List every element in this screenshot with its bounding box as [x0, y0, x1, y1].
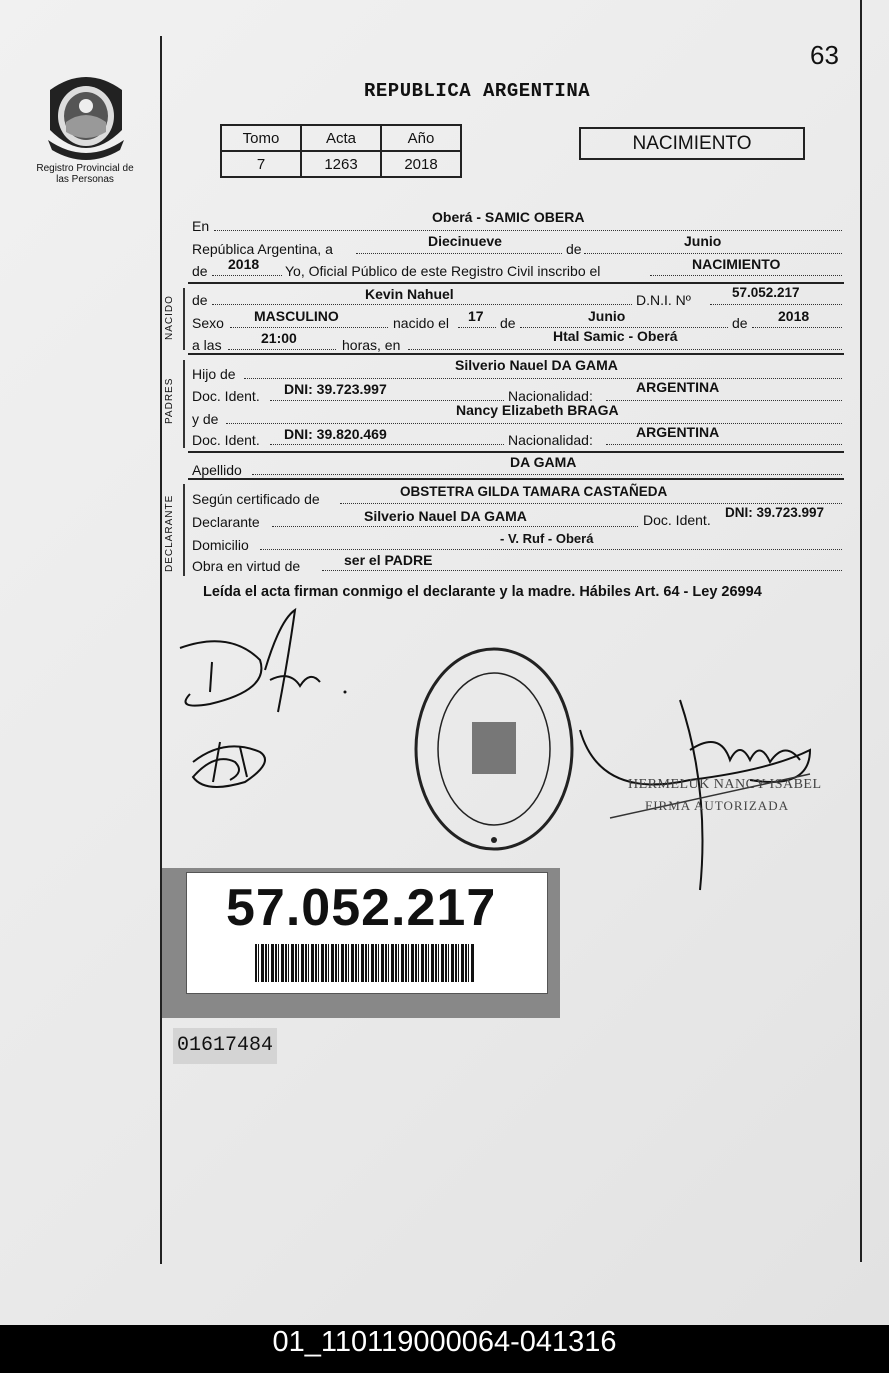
value-padre: Silverio Nauel DA GAMA: [455, 357, 618, 373]
left-margin-line: [160, 36, 162, 1264]
label-nacido-el: nacido el: [393, 315, 450, 331]
label-nacionalidad2: Nacionalidad:: [508, 432, 593, 448]
label-doc-ident2: Doc. Ident.: [192, 432, 260, 448]
value-anio: 2018: [228, 256, 260, 272]
label-apellido: Apellido: [192, 462, 242, 478]
serial-number: 01617484: [173, 1028, 277, 1064]
province-coat-of-arms-icon: [44, 70, 128, 162]
tomo-header: Tomo: [221, 125, 301, 151]
label-declarante: Declarante: [192, 514, 260, 530]
label-en: En: [192, 218, 210, 234]
document-title: REPUBLICA ARGENTINA: [364, 80, 591, 102]
value-lugar-nac: Htal Samic - Oberá: [553, 328, 678, 344]
label-de-mid: de: [566, 241, 582, 257]
value-tipo: NACIMIENTO: [692, 256, 781, 272]
value-nacido-anio: 2018: [778, 308, 810, 324]
label-obra: Obra en virtud de: [192, 558, 301, 574]
barcode-bars-icon: [255, 944, 475, 982]
label-republica: República Argentina, a: [192, 241, 333, 257]
section-divider: [188, 451, 844, 453]
logo-caption: Registro Provincial de las Personas: [36, 163, 134, 185]
acta-header: Acta: [301, 125, 381, 151]
label-segun: Según certificado de: [192, 491, 320, 507]
value-obra: ser el PADRE: [344, 552, 433, 568]
label-sexo: Sexo: [192, 315, 224, 331]
value-mes: Junio: [684, 233, 722, 249]
value-hora: 21:00: [261, 330, 297, 346]
official-signature-icon: [570, 690, 820, 900]
anio-header: Año: [381, 125, 461, 151]
label-nacionalidad: Nacionalidad:: [508, 388, 593, 404]
section-divider: [188, 478, 844, 480]
label-nacido-de: de: [192, 292, 208, 308]
acta-value: 1263: [301, 151, 381, 177]
scan-footer: 01_110119000064-041316: [0, 1325, 889, 1373]
reading-statement: Leída el acta firman conmigo el declarante y la madre. Hábiles Art. 64 - Ley 26994: [203, 584, 762, 600]
declarante-signature-icon: [170, 600, 360, 720]
value-madre-nac: ARGENTINA: [636, 424, 720, 440]
page-number: 63: [810, 40, 839, 70]
value-madre-doc: DNI: 39.820.469: [284, 426, 387, 442]
label-dni: D.N.I. Nº: [636, 292, 691, 308]
value-padre-doc: DNI: 39.723.997: [284, 381, 387, 397]
tomo-value: 7: [221, 151, 301, 177]
label-doc-ident3: Doc. Ident.: [643, 512, 711, 528]
value-certificado: OBSTETRA GILDA TAMARA CASTAÑEDA: [400, 484, 668, 499]
value-dia: Diecinueve: [428, 233, 502, 249]
side-label-nacido: NACIDO: [164, 295, 175, 340]
barcode-number: 57.052.217: [226, 879, 497, 937]
registry-stamp-icon: [410, 642, 578, 856]
value-padre-nac: ARGENTINA: [636, 379, 720, 395]
right-margin-line: [860, 0, 862, 1262]
label-de3: de: [732, 315, 748, 331]
registry-table: [220, 124, 462, 178]
label-de: de: [192, 263, 208, 279]
act-type-box: NACIMIENTO: [579, 127, 805, 160]
nacido-bracket: [183, 288, 185, 350]
value-declarante: Silverio Nauel DA GAMA: [364, 508, 527, 524]
official-title: FIRMA AUTORIZADA: [645, 798, 789, 813]
label-horas-en: horas, en: [342, 337, 401, 353]
side-label-padres: PADRES: [164, 377, 175, 424]
anio-value: 2018: [381, 151, 461, 177]
label-hijo-de: Hijo de: [192, 366, 236, 382]
value-nombre: Kevin Nahuel: [365, 286, 454, 302]
label-y-de: y de: [192, 411, 219, 427]
section-divider: [188, 353, 844, 355]
official-name: HERMELUK NANCY ISABEL: [628, 777, 822, 792]
value-declarante-doc: DNI: 39.723.997: [725, 505, 825, 520]
label-yo: Yo, Oficial Público de este Registro Civil inscribo el: [285, 263, 601, 279]
value-dni: 57.052.217: [732, 285, 800, 300]
label-domicilio: Domicilio: [192, 537, 249, 553]
value-domicilio: - V. Ruf - Oberá: [500, 531, 594, 546]
value-apellido: DA GAMA: [510, 454, 577, 470]
value-nacido-dia: 17: [468, 308, 484, 324]
value-lugar: Oberá - SAMIC OBERA: [432, 209, 585, 225]
label-de2: de: [500, 315, 516, 331]
side-label-declarante: DECLARANTE: [164, 494, 175, 572]
value-madre: Nancy Elizabeth BRAGA: [456, 402, 619, 418]
declarante-bracket: [183, 484, 185, 576]
label-a-las: a las: [192, 337, 222, 353]
value-nacido-mes: Junio: [588, 308, 626, 324]
section-divider: [188, 282, 844, 284]
mother-signature-icon: [185, 732, 285, 792]
label-doc-ident: Doc. Ident.: [192, 388, 260, 404]
value-sexo: MASCULINO: [254, 308, 339, 324]
padres-bracket: [183, 360, 185, 448]
